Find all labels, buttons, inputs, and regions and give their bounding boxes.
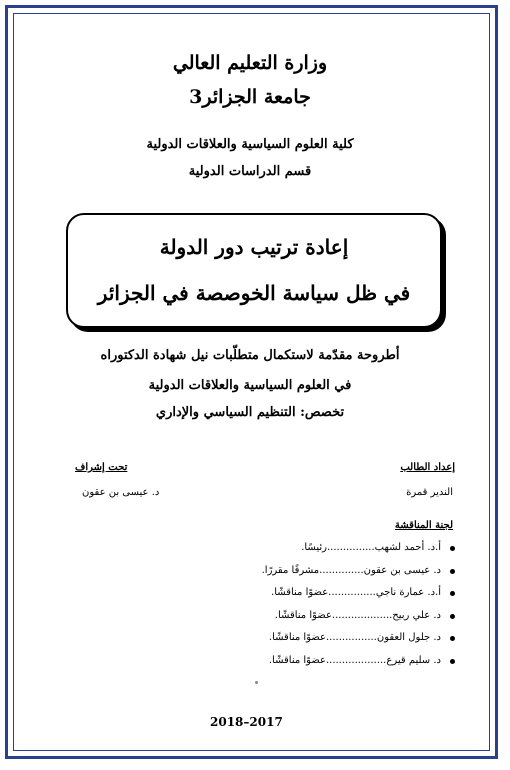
thesis-title-box [66, 213, 442, 328]
prepared-by-label: إعداد الطالب [400, 462, 455, 473]
bullet-icon [450, 636, 455, 641]
academic-year: 2018–2017 [210, 715, 283, 729]
thesis-description-line-1: أطروحة مقدّمة لاستكمال متطلّبات نيل شهادة الدكتوراه [100, 348, 400, 363]
committee-label: لجنة المناقشة [394, 520, 453, 531]
student-name: الندير قمرة [406, 487, 453, 498]
committee-list [195, 542, 455, 677]
faculty-heading: كلية العلوم السياسية والعلاقات الدولية [146, 137, 354, 152]
ministry-heading: وزارة التعليم العالي [172, 52, 328, 74]
committee-member-text: د. سليم قيرع...................عضوًا مناقشًا. [268, 654, 441, 666]
committee-member [195, 587, 455, 610]
department-heading: قسم الدراسات الدولية [188, 164, 312, 179]
thesis-description-line-2: في العلوم السياسية والعلاقات الدولية [148, 378, 352, 393]
committee-member [195, 610, 455, 633]
supervision-label: تحت إشراف [75, 462, 128, 473]
thesis-title-line-1: إعادة ترتيب دور الدولة [159, 235, 349, 259]
bullet-icon [450, 569, 455, 574]
committee-member [195, 565, 455, 588]
committee-member-text: أ.د. أحمد لشهب...............رئيسًا. [301, 542, 441, 553]
bullet-icon [450, 546, 455, 551]
committee-member [195, 542, 455, 565]
committee-member-text: د. عيسى بن عقون..............مشرفًا مقررًا. [261, 564, 441, 576]
bullet-icon [450, 659, 455, 664]
committee-member-text: أ.د. عمارة ناجي...............عضوًا مناقشًا. [271, 587, 441, 598]
bullet-icon [450, 591, 455, 596]
committee-member-text: د. علي ربيح...................عضوًا مناقشًا. [274, 609, 441, 621]
decorative-dot [255, 681, 258, 684]
bullet-icon [450, 614, 455, 619]
committee-member-text: د. جلول العقون................عضوًا مناقشًا. [268, 632, 441, 643]
thesis-title-line-2: في ظل سياسة الخوصصة في الجزائر [97, 281, 411, 305]
committee-member [195, 655, 455, 678]
thesis-specialty: تخصص: التنظيم السياسي والإداري [155, 405, 345, 420]
committee-member [195, 632, 455, 655]
university-heading: جامعة الجزائر3 [189, 86, 311, 108]
supervisor-name: د. عيسى بن عقون [82, 487, 160, 498]
